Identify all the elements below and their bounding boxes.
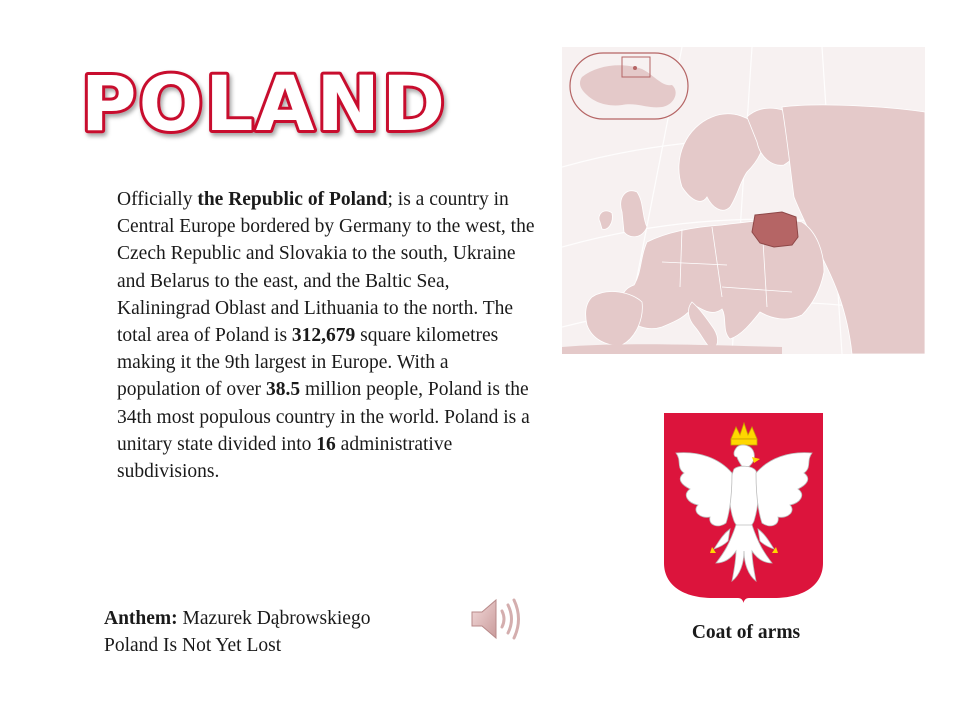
coat-of-arms-caption: Coat of arms bbox=[691, 622, 801, 643]
anthem-label: Anthem: bbox=[104, 608, 178, 629]
anthem-line bbox=[104, 605, 454, 632]
description-paragraph bbox=[117, 186, 535, 485]
anthem-block bbox=[104, 605, 454, 659]
europe-map-icon bbox=[562, 47, 925, 354]
slide-title bbox=[80, 52, 448, 148]
speaker-icon[interactable] bbox=[468, 594, 524, 644]
bold-run-population: 38.5 bbox=[265, 379, 301, 401]
title-graphic bbox=[80, 52, 448, 148]
bold-run-area: 312,679 bbox=[291, 325, 356, 347]
bold-run-subdivisions: 16 bbox=[316, 433, 336, 455]
coat-of-arms-icon bbox=[664, 413, 823, 603]
text-run: square kilometres making it the 9th largest in Europe. With a population of over bbox=[117, 325, 499, 401]
text-run: administrative subdivisions. bbox=[117, 433, 453, 483]
anthem-translation: Poland Is Not Yet Lost bbox=[104, 635, 282, 656]
anthem-name: Mazurek Dąbrowskiego bbox=[177, 608, 371, 629]
title-text: POLAND bbox=[80, 59, 448, 148]
text-run: ; is a country in Central Europe bordered by Germany to the west, the Czech Republic and Slovakia to the south, Ukraine and Belarus to the east, and the Baltic Sea, Kaliningrad Oblast and Lithuania to the north. The total area of Poland is bbox=[117, 189, 535, 347]
bold-run-official-name: the Republic of Poland bbox=[197, 189, 388, 210]
text-run: Officially bbox=[117, 189, 198, 210]
globe-inset-icon bbox=[570, 53, 688, 119]
text-run: million people, Poland is the 34th most populous country in the world. Poland is a unitary state divided into bbox=[117, 379, 530, 455]
